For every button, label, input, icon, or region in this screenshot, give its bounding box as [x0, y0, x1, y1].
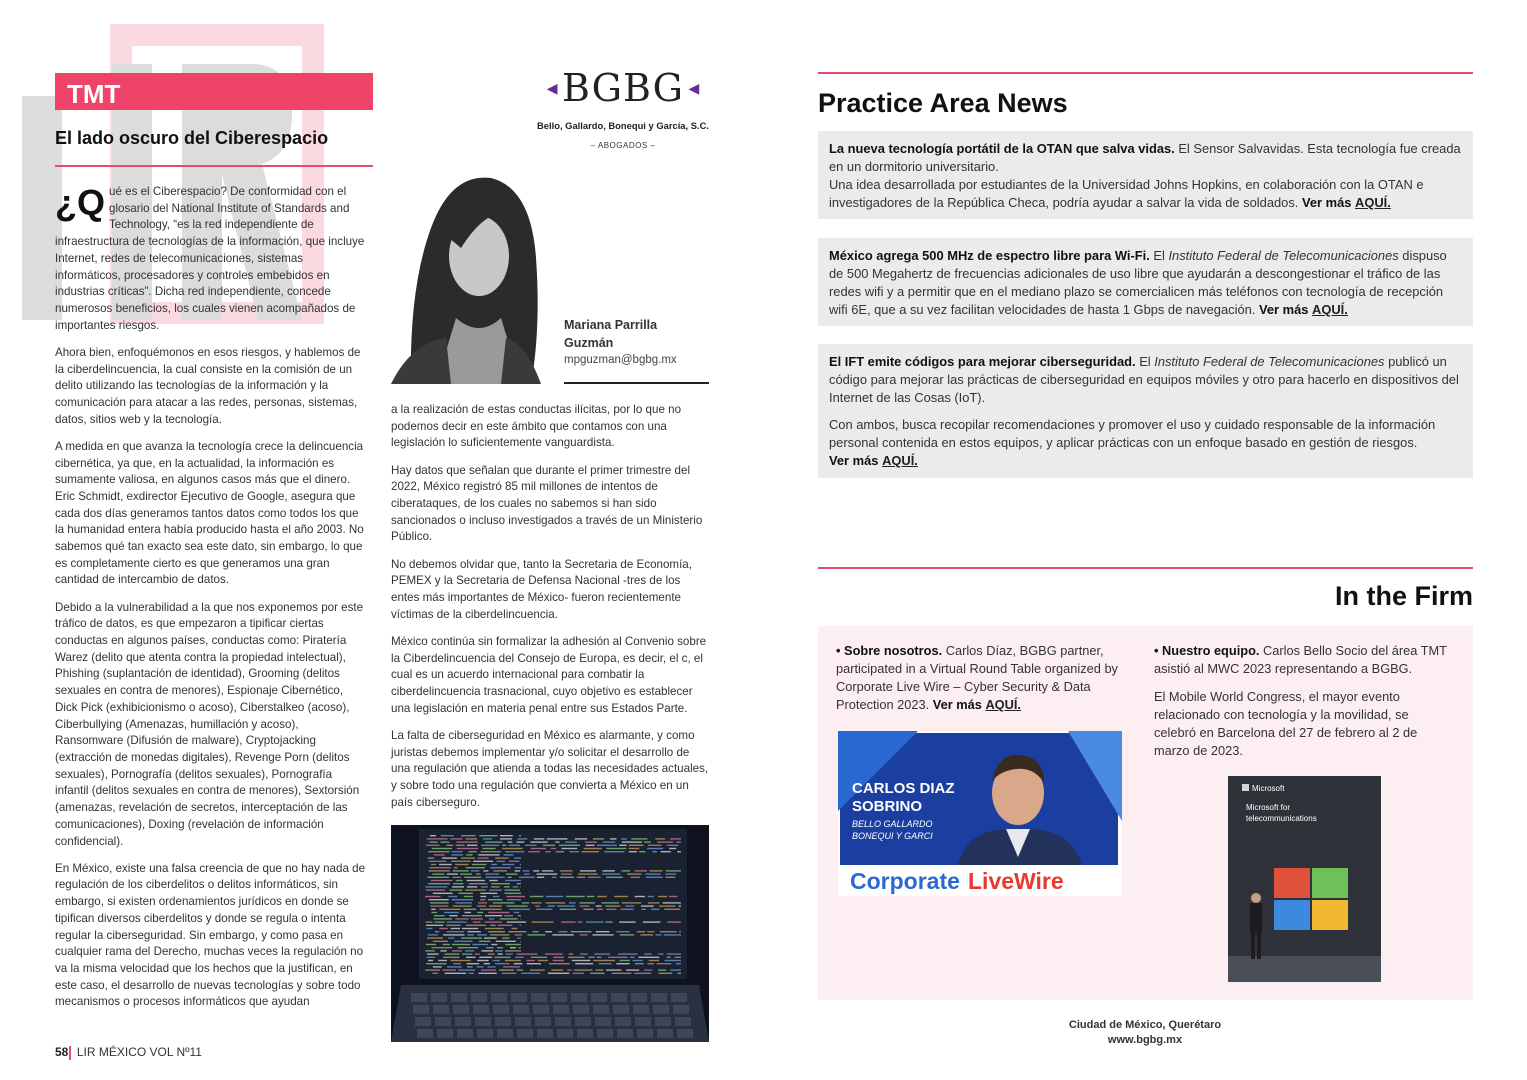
- laptop-code-photo: [391, 825, 709, 1042]
- mwc-brand: Microsoft: [1252, 784, 1285, 793]
- news-link-wifi[interactable]: AQUÍ.: [1312, 302, 1348, 317]
- clw-firm-1: BELLO GALLARDO: [852, 819, 933, 829]
- mwc-line-1: Microsoft for: [1246, 803, 1291, 812]
- article-paragraph: En México, existe una falsa creencia de que no hay nada de regulación de los ciberdelitos o delitos informáticos, sin embargo, si existen ordenamientos jurídicos en donde se tipifican diversos ciberdelitos y donde se regula o intenta regular la ciberseguridad. Sin embargo, y como pasa en cualquier rama del Derecho, muchas veces la regulación no va la misma velocidad que los hechos que la justifican, en este caso, el desarrollo de nuevas tecnologías y sobre todo mecanismos o procesos informáticos que ayudan: [55, 861, 366, 1009]
- clw-brand-1: Corporate: [850, 868, 960, 894]
- news-item-wifi: México agrega 500 MHz de espectro libre para Wi-Fi. El Instituto Federal de Telecomunicaciones dispuso de 500 Megahertz de frecuencias adicionales de uso libre que ayudarán a descongestionar el tráfico de las redes wifi y a permitir que en el mediano plazo se comercialicen más teléfonos con tecnología de recepción wifi 6E, que a su vez facilitan velocidades de hasta 1 Gbps de navegación. Ver más AQUÍ.: [818, 238, 1473, 326]
- news-item-otan: La nueva tecnología portátil de la OTAN que salva vidas. El Sensor Salvavidas. Esta tecnología fue creada en un dormitorio universitario. Una idea desarrollada por estudiantes de la Universidad Johns Hopkins, en colaboración con la OTAN e investigadores de la República Checa, podría ayudar a salvar la vida de soldados. Ver más AQUÍ.: [818, 131, 1473, 219]
- author-email[interactable]: mpguzman@bgbg.mx: [564, 354, 677, 366]
- news-heading: Practice Area News: [818, 88, 1068, 118]
- author-divider: [564, 382, 709, 384]
- news-item-ift: El IFT emite códigos para mejorar ciberseguridad. El Instituto Federal de Telecomunicaciones publicó un código para mejorar las prácticas de ciberseguridad en equipos móviles y otro para hacerlo en dispositivos del Internet de las Cosas (IoT). Con ambos, busca recopilar recomendaciones y promover el uso y cuidado responsable de la información personal contenida en estos equipos, y aplicar prácticas con un enfoque basado en gestión de riesgos. Ver más AQUÍ.: [818, 344, 1473, 478]
- firm-link-about[interactable]: AQUÍ.: [985, 697, 1021, 712]
- corporate-livewire-image: [838, 731, 1122, 896]
- firm-item-team: • Nuestro equipo. Carlos Bello Socio del área TMT asistió al MWC 2023 representando a BGBG. El Mobile World Congress, el mayor evento relacionado con tecnología y la movilidad, se celebró en Barcelona del 27 de febrero al 2 de marzo de 2023.: [1154, 643, 1447, 758]
- article-paragraph: a la realización de estas conductas ilícitas, por lo que no podemos decir en este ámbito que contamos con una legislación lo suficientemente vanguardista.: [391, 403, 682, 450]
- magazine-name: LIR MÉXICO VOL Nº11: [76, 1045, 202, 1059]
- clw-name-1: CARLOS DIAZ: [852, 780, 955, 797]
- clw-name-2: SOBRINO: [852, 798, 923, 815]
- logo-full-name: Bello, Gallardo, Bonequi y García, S.C.: [537, 120, 709, 131]
- section-badge: TMT: [55, 73, 373, 110]
- firm-website[interactable]: www.bgbg.mx: [1107, 1034, 1183, 1046]
- dropcap: ¿Q: [55, 182, 105, 223]
- mwc-line-2: telecommunications: [1246, 814, 1317, 823]
- article-column-2: [391, 402, 709, 822]
- article-paragraph: Ahora bien, enfoquémonos en esos riesgos, y hablemos de la ciberdelincuencia, la cual consiste en la comisión de un delito utilizando las tecnologías de la información y la comunicación para atacar a las redes, personas, sistemas, datos, sitios web y la tecnología.: [55, 345, 361, 426]
- article-paragraph: A medida en que avanza la tecnología crece la delincuencia cibernética, ya que, en la actualidad, la información es sumamente valiosa, en algunos casos más que el dinero. Eric Schmidt, exdirector Ejecutivo de Google, asegura que cada dos días generamos tantos datos como todos los que la humanidad entera había producido hasta el año 2003. No sabemos qué tan exacto sea este dato, sin embargo, lo que es completamente cierto es que generamos una gran cantidad de intercambio de datos.: [55, 439, 364, 587]
- page-footer: [55, 1045, 202, 1060]
- clw-brand-2: LiveWire: [968, 868, 1064, 894]
- bgbg-logo: [533, 66, 713, 150]
- author-name: Mariana Parrilla Guzmán: [564, 318, 658, 350]
- news-top-divider: [818, 72, 1473, 74]
- article-paragraph: México continúa sin formalizar la adhesión al Convenio sobre la Ciberdelincuencia del Consejo de Europa, es decir, el c, el cual es un acuerdo internacional para combatir la ciberdelincuencia trasnacional, cuyo objetivo es establecer una legislación en materia penal entre sus Estados Parte.: [391, 634, 707, 715]
- article-column-1: [55, 184, 367, 1022]
- article-paragraph: Hay datos que señalan que durante el primer trimestre del 2022, México registró 85 mil millones de intentos de ciberataques, de los cuales no sabemos si han sido sancionados o incluso investigados a través de un Ministerio Público.: [391, 463, 703, 544]
- title-divider: [55, 165, 373, 167]
- firm-address: [1040, 1018, 1250, 1048]
- article-title: El lado oscuro del Ciberespacio: [55, 128, 329, 148]
- firm-divider: [818, 567, 1473, 569]
- firm-city: Ciudad de México, Querétaro: [1068, 1019, 1222, 1031]
- firm-heading: In the Firm: [1334, 581, 1473, 611]
- right-triangle-icon: ◀: [688, 79, 700, 96]
- firm-item-about: • Sobre nosotros. Carlos Díaz, BGBG partner, participated in a Virtual Round Table organized by Corporate Live Wire – Cyber Security & Data Protection 2023. Ver más AQUÍ.: [836, 643, 1118, 712]
- mwc-event-photo: [1228, 776, 1381, 982]
- article-paragraph: Debido a la vulnerabilidad a la que nos exponemos por este tráfico de datos, es que empezaron a tipificar ciertas conductas en algunos países, conductas como: Piratería Warez (delito que atenta contra la propiedad intelectual), Phishing (suplantación de identidad), Grooming (delitos sexuales en contra de menores), Espionaje Cibernético, Dick Pick (exhibicionismo o acoso), Ciberstalkeo (acoso), Ciberbullying (Amenazas, humillación y acoso), Ransomware (Difusión de malware), Cryptojacking (extracción de monedas digitales), Revenge Porn (delitos sexuales), Pornografía (delitos sexuales), Pornografía infantil (delitos sexuales en contra de menores), Sextorsión (amenazas, revelación de secretos, interceptación de las comunicaciones), Doxing (revelación de información confidencial).: [55, 600, 364, 848]
- page-number: 58: [55, 1045, 69, 1059]
- article-paragraph: No debemos olvidar que, tanto la Secretaria de Economía, PEMEX y la Secretaria de Defensa Nacional -tres de los entes más importantes de México- fueron recientemente víctimas de la ciberdelincuencia.: [391, 557, 692, 621]
- news-link-otan[interactable]: AQUÍ.: [1355, 195, 1391, 210]
- logo-name: BGBG: [562, 66, 684, 110]
- article-paragraph: ¿Q ué es el Ciberespacio? De conformidad con el glosario del National Institute of Standards and Technology, “es la red independiente de infraestructura de tecnologías de la información, que incluye Internet, redes de telecomunicaciones, sistemas informáticos, procesadores y controles embebidos en industrias críticas”. Dicha red independiente, concede numerosos beneficios, los cuales vienen acompañados de importantes riesgos.: [55, 182, 365, 332]
- logo-subtitle: – ABOGADOS –: [590, 141, 656, 150]
- left-triangle-icon: ◀: [546, 79, 558, 96]
- news-link-ift[interactable]: AQUÍ.: [882, 453, 918, 468]
- article-paragraph: La falta de ciberseguridad en México es alarmante, y como juristas debemos implementar y/o solicitar el desarrollo de una regulación que atienda a todas las necesidades actuales, y sobre todo una regulación que convierta a México en un país ciberseguro.: [391, 728, 709, 809]
- author-portrait: [391, 168, 541, 384]
- clw-firm-2: BONEQUI Y GARCI: [852, 831, 933, 841]
